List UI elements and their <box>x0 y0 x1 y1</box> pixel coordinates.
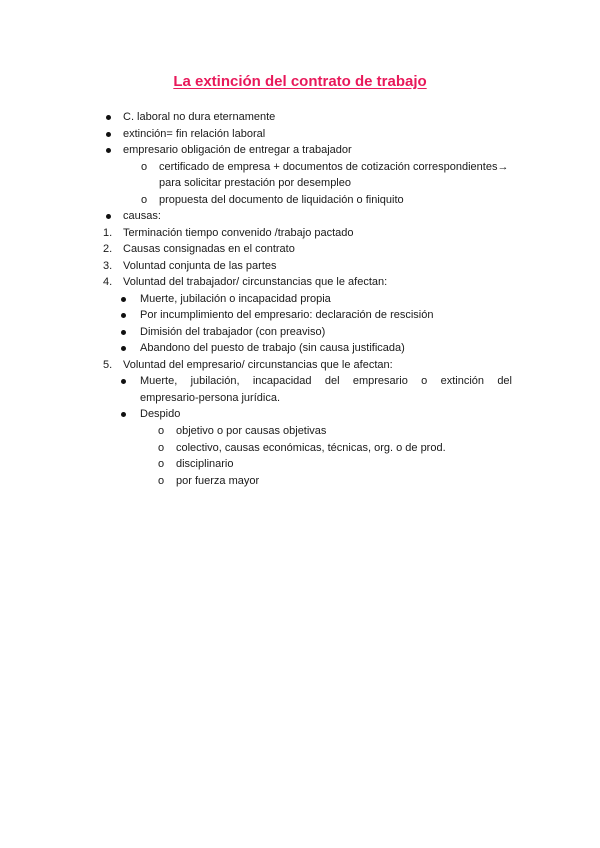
bullet-dot <box>121 330 126 335</box>
list-item: Voluntad del empresario/ circunstancias que le afectan: <box>123 359 393 371</box>
list-item: Dimisión del trabajador (con preaviso) <box>140 326 326 338</box>
bullet-dot <box>121 346 126 351</box>
list-item: Voluntad conjunta de las partes <box>123 260 277 272</box>
list-item-continuation: empresario-persona jurídica. <box>140 392 281 404</box>
list-item: Por incumplimiento del empresario: declaración de rescisión <box>140 309 434 321</box>
list-number: 3. <box>103 260 113 272</box>
list-item-continuation: para solicitar prestación por desempleo <box>159 177 351 189</box>
list-item: Muerte, jubilación o incapacidad propia <box>140 293 331 305</box>
list-item: C. laboral no dura eternamente <box>123 111 276 123</box>
list-item: extinción= fin relación laboral <box>123 128 266 140</box>
list-number: 2. <box>103 243 113 255</box>
sub-bullet-marker: o <box>141 194 148 206</box>
list-item: causas: <box>123 210 161 222</box>
bullet-dot <box>121 379 126 384</box>
list-item: empresario obligación de entregar a trabajador <box>123 144 352 156</box>
list-item: disciplinario <box>176 458 234 470</box>
list-item: certificado de empresa + documentos de cotización correspondientes→ <box>159 161 509 173</box>
sub-bullet-marker: o <box>158 442 165 454</box>
bullet-dot <box>106 214 111 219</box>
bullet-dot <box>106 148 111 153</box>
bullet-dot <box>121 412 126 417</box>
bullet-dot <box>106 132 111 137</box>
sub-bullet-marker: o <box>158 475 165 487</box>
list-item: objetivo o por causas objetivas <box>176 425 327 437</box>
list-number: 1. <box>103 227 113 239</box>
list-item: Terminación tiempo convenido /trabajo pactado <box>123 227 354 239</box>
list-item: Voluntad del trabajador/ circunstancias que le afectan: <box>123 276 388 288</box>
list-number: 4. <box>103 276 113 288</box>
bullet-dot <box>106 115 111 120</box>
bullet-dot <box>121 297 126 302</box>
list-number: 5. <box>103 359 113 371</box>
page-title: La extinción del contrato de trabajo <box>173 73 427 90</box>
bullet-dot <box>121 313 126 318</box>
list-item: Causas consignadas en el contrato <box>123 243 295 255</box>
list-item: Abandono del puesto de trabajo (sin causa justificada) <box>140 342 405 354</box>
list-item: colectivo, causas económicas, técnicas, org. o de prod. <box>176 442 446 454</box>
list-item: Despido <box>140 408 181 420</box>
list-item: propuesta del documento de liquidación o finiquito <box>159 194 404 206</box>
list-item: Muerte, jubilación, incapacidad del empresario o extinción del <box>140 375 512 387</box>
sub-bullet-marker: o <box>158 425 165 437</box>
sub-bullet-marker: o <box>158 458 165 470</box>
sub-bullet-marker: o <box>141 161 148 173</box>
list-item: por fuerza mayor <box>176 475 260 487</box>
